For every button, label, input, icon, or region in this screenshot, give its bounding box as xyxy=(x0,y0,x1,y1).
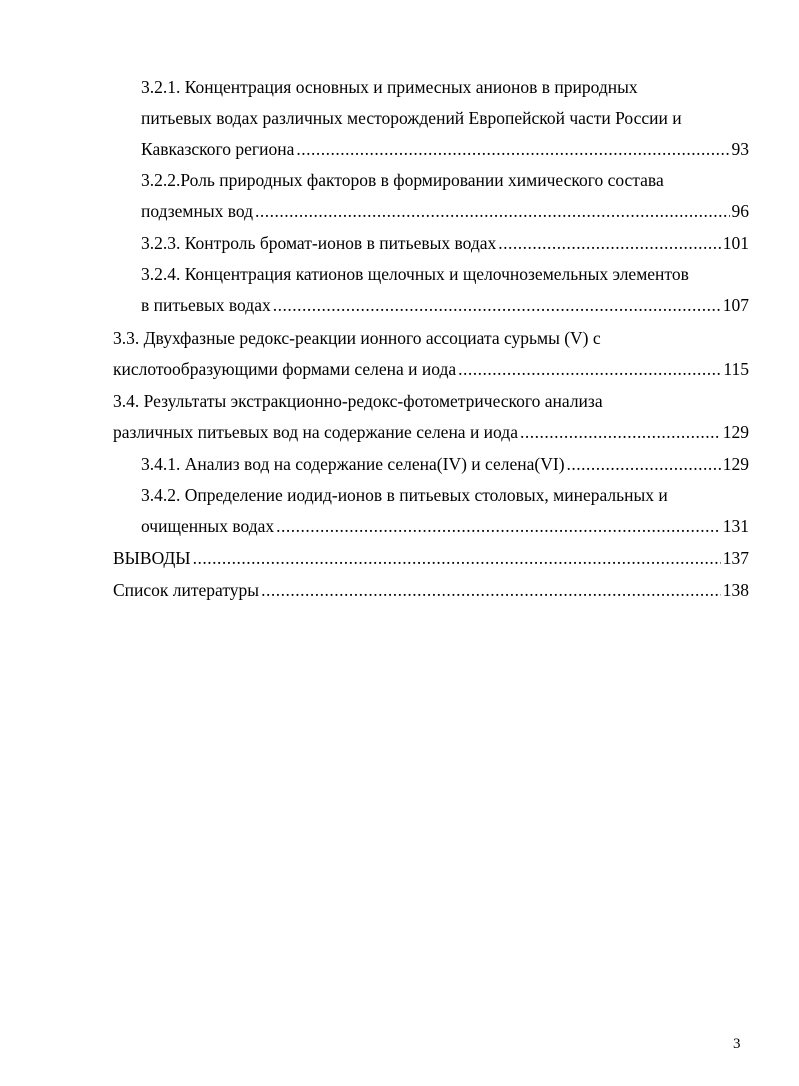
dot-leader xyxy=(458,359,721,379)
toc-entry-references[interactable] xyxy=(113,580,749,602)
toc-entry-line: подземных вод xyxy=(141,201,254,221)
toc-entry-line: 3.4. Результаты экстракционно-редокс-фотометрического анализа xyxy=(113,391,603,411)
toc-page-number: 137 xyxy=(722,548,749,568)
toc-entry-last-line xyxy=(141,295,749,315)
dot-leader xyxy=(498,233,720,253)
toc-page-number: 138 xyxy=(722,580,749,600)
dot-leader xyxy=(296,139,729,159)
toc-entry-line: кислотообразующими формами селена и иода xyxy=(113,359,457,379)
toc-entry-line: 3.2.4. Концентрация катионов щелочных и щелочноземельных элементов xyxy=(141,264,689,284)
toc-entry-line: питьевых водах различных месторождений Европейской части России и xyxy=(141,108,682,128)
toc-entry-line: Список литературы xyxy=(113,580,260,600)
toc-entry-last-line xyxy=(113,548,749,568)
toc-entry-3-2-3[interactable] xyxy=(141,233,749,255)
toc-entry-line: 3.4.1. Анализ вод на содержание селена(IV) и селена(VI) xyxy=(141,454,565,474)
toc-entry-line: различных питьевых вод на содержание селена и иода xyxy=(113,422,518,442)
toc-entry-last-line xyxy=(141,454,749,474)
toc-entry-3-2-2[interactable] xyxy=(141,170,749,224)
dot-leader xyxy=(520,422,721,442)
toc-entry-line: 3.4.2. Определение иодид-ионов в питьевых столовых, минеральных и xyxy=(141,485,668,505)
dot-leader xyxy=(193,548,721,568)
toc-entry-last-line xyxy=(141,139,749,159)
toc-entry-last-line xyxy=(141,233,749,253)
toc-entry-line: ВЫВОДЫ xyxy=(113,548,191,568)
toc-page-number: 115 xyxy=(723,359,749,379)
toc-entry-last-line xyxy=(113,580,749,600)
page-number: 3 xyxy=(733,1036,741,1052)
toc-entry-line: 3.2.2.Роль природных факторов в формировании химического состава xyxy=(141,170,664,190)
toc-entry-3-3[interactable] xyxy=(113,328,749,382)
toc-entry-3-2-1[interactable] xyxy=(141,77,749,161)
dot-leader xyxy=(276,516,721,536)
toc-page-number: 131 xyxy=(722,516,749,536)
toc-entry-conclusions[interactable] xyxy=(113,548,749,570)
toc-page-number: 107 xyxy=(722,295,749,315)
dot-leader xyxy=(255,201,729,221)
dot-leader xyxy=(567,454,721,474)
toc-page-number: 93 xyxy=(731,139,749,159)
toc-page-number: 101 xyxy=(722,233,749,253)
toc-entry-3-4[interactable] xyxy=(113,391,749,445)
toc-page-number: 129 xyxy=(722,454,749,474)
toc-entry-last-line xyxy=(141,201,749,221)
toc-entry-line: 3.3. Двухфазные редокс-реакции ионного ассоциата сурьмы (V) с xyxy=(113,328,601,348)
toc-entry-3-4-1[interactable] xyxy=(141,454,749,476)
dot-leader xyxy=(273,295,721,315)
dot-leader xyxy=(261,580,721,600)
toc-entry-last-line xyxy=(141,516,749,536)
toc-entry-3-4-2[interactable] xyxy=(141,485,749,539)
toc-entry-line: в питьевых водах xyxy=(141,295,271,315)
toc-entry-line: 3.2.1. Концентрация основных и примесных анионов в природных xyxy=(141,77,638,97)
toc-entry-line: 3.2.3. Контроль бромат-ионов в питьевых водах xyxy=(141,233,497,253)
toc-page-number: 96 xyxy=(731,201,749,221)
toc-entry-line: очищенных водах xyxy=(141,516,275,536)
toc-entry-3-2-4[interactable] xyxy=(141,264,749,318)
toc-page-number: 129 xyxy=(722,422,749,442)
toc-entry-line: Кавказского региона xyxy=(141,139,295,159)
toc-entry-last-line xyxy=(113,359,749,379)
toc-entry-last-line xyxy=(113,422,749,442)
